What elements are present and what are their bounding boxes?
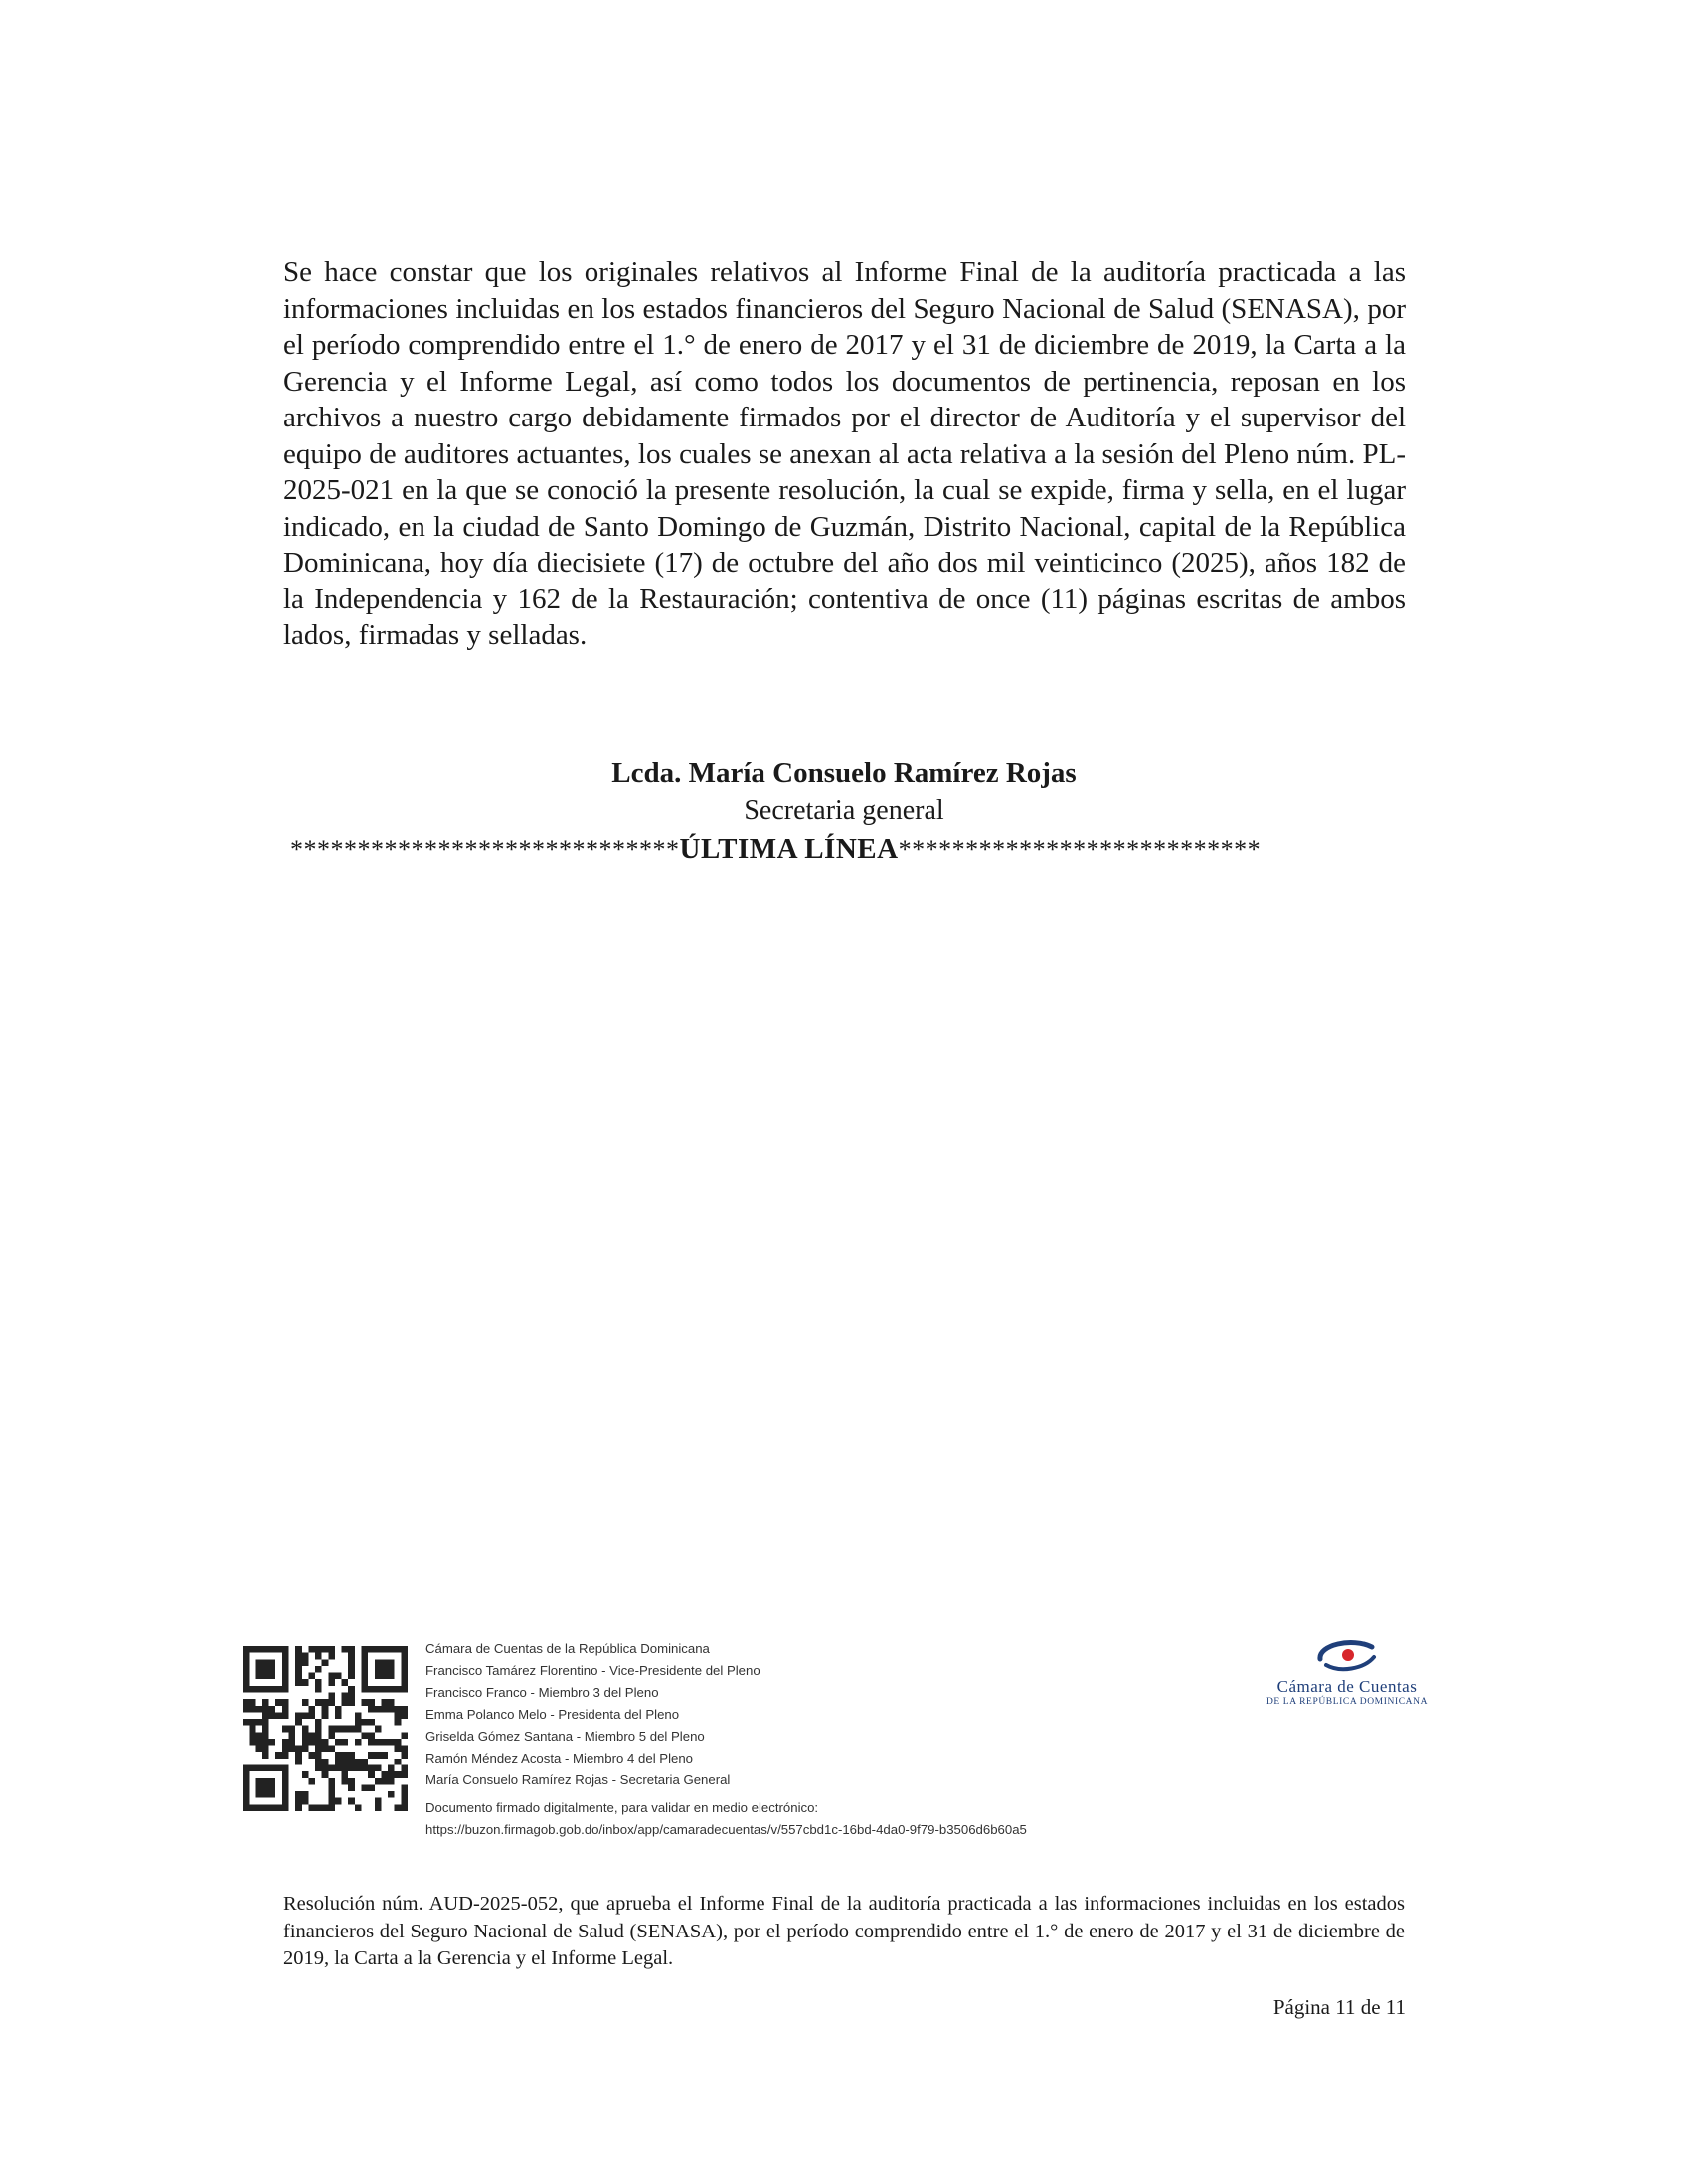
last-line-stars-left: ***************************** — [290, 835, 680, 864]
institution-logo — [1248, 1635, 1446, 1725]
last-line-stars-right: *************************** — [898, 835, 1262, 864]
signatory-name: Lcda. María Consuelo Ramírez Rojas — [611, 757, 1077, 789]
signature-line: María Consuelo Ramírez Rojas - Secretaria General — [425, 1772, 731, 1787]
page-number: Página 11 de 11 — [1272, 1995, 1406, 2019]
footer-resolution-text: Resolución núm. AUD-2025-052, que aprueba el Informe Final de la auditoría practicada a las informaciones incluidas en los estados financieros del Seguro Nacional de Salud (SENASA), por el período comprendido entre el 1.° de enero de 2017 y el 31 de diciembre de 2019, la Carta a la Gerencia y el Informe Legal. — [283, 1893, 1405, 1969]
body-paragraph: Se hace constar que los originales relativos al Informe Final de la auditoría practicada a las informaciones incluidas en los estados financieros del Seguro Nacional de Salud (SENASA), por el período comprendido entre el 1.° de enero de 2017 y el 31 de diciembre de 2019, la Carta a la Gerencia y el Informe Legal, así como todos los documentos de pertinencia, reposan en los archivos a nuestro cargo debidamente firmados por el director de Auditoría y el supervisor del equipo de auditores actuantes, los cuales se anexan al acta relativa a la sesión del Pleno núm. PL-2025-021 en la que se conoció la presente resolución, la cual se expide, firma y sella, en el lugar indicado, en la ciudad de Santo Domingo de Guzmán, Distrito Nacional, capital de la República Dominicana, hoy día diecisiete (17) de octubre del año dos mil veinticinco (2025), años 182 de la Independencia y 162 de la Restauración; contentiva de once (11) páginas escritas de ambos lados, firmadas y selladas. — [283, 256, 1406, 651]
signature-line: Francisco Franco - Miembro 3 del Pleno — [425, 1685, 659, 1700]
validation-url[interactable]: https://buzon.firmagob.gob.do/inbox/app/camaradecuentas/v/557cbd1c-16bd-4da0-9f79-b3506d6b60a5 — [425, 1822, 1027, 1837]
last-line-label: ÚLTIMA LÍNEA — [679, 833, 899, 865]
logo-emblem-icon — [1312, 1635, 1382, 1675]
signature-line: Ramón Méndez Acosta - Miembro 4 del Pleno — [425, 1751, 694, 1765]
last-line-marker — [290, 833, 1404, 866]
signature-line: Emma Polanco Melo - Presidenta del Pleno — [425, 1707, 680, 1722]
logo-subtitle: DE LA REPÚBLICA DOMINICANA — [1266, 1697, 1429, 1707]
digital-signature-block — [425, 1638, 1181, 1841]
signature-line: Francisco Tamárez Florentino - Vice-Presidente del Pleno — [425, 1663, 760, 1678]
validation-note: Documento firmado digitalmente, para validar en medio electrónico: — [425, 1800, 819, 1815]
qr-code-icon — [243, 1646, 408, 1811]
signature-line: Griselda Gómez Santana - Miembro 5 del Pleno — [425, 1729, 705, 1744]
signatory-title: Secretaria general — [744, 795, 944, 826]
logo-name: Cámara de Cuentas — [1276, 1677, 1418, 1696]
signature-line: Cámara de Cuentas de la República Dominicana — [425, 1641, 710, 1656]
